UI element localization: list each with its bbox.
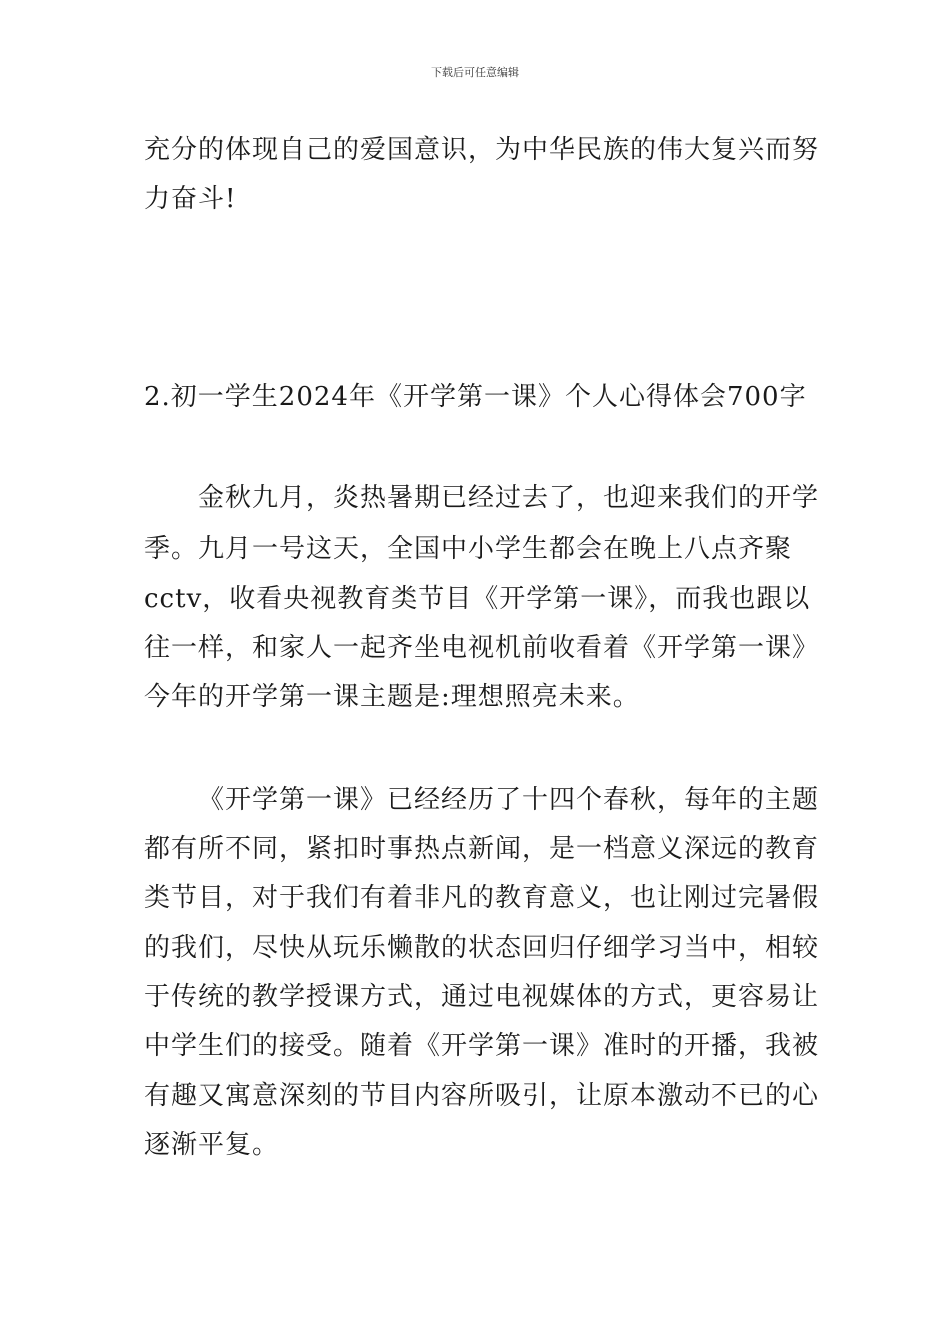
paragraph-2-line-5: 于传统的教学授课方式，通过电视媒体的方式，更容易让 bbox=[144, 982, 820, 1012]
intro-end-line-1: 充分的体现自己的爱国意识，为中华民族的伟大复兴而努 bbox=[144, 135, 820, 165]
paragraph-2-line-4: 的我们，尽快从玩乐懒散的状态回归仔细学习当中，相较 bbox=[144, 933, 820, 963]
intro-end-line-2: 力奋斗! bbox=[144, 184, 237, 214]
paragraph-2-line-3: 类节目，对于我们有着非凡的教育意义，也让刚过完暑假 bbox=[144, 883, 820, 913]
page-header: 下载后可任意编辑 bbox=[431, 66, 519, 79]
paragraph-2-line-7: 有趣又寓意深刻的节目内容所吸引，让原本激动不已的心 bbox=[144, 1081, 820, 1111]
paragraph-1-line-4: 往一样，和家人一起齐坐电视机前收看着《开学第一课》 bbox=[144, 633, 820, 663]
paragraph-1-line-1: 金秋九月，炎热暑期已经过去了，也迎来我们的开学 bbox=[198, 483, 820, 513]
section-title: 2.初一学生2024年《开学第一课》个人心得体会700字 bbox=[144, 382, 807, 412]
paragraph-1-line-2: 季。九月一号这天，全国中小学生都会在晚上八点齐聚 bbox=[144, 534, 793, 564]
paragraph-2-line-8: 逐渐平复。 bbox=[144, 1130, 280, 1160]
paragraph-2-line-2: 都有所不同，紧扣时事热点新闻，是一档意义深远的教育 bbox=[144, 834, 820, 864]
paragraph-2-line-6: 中学生们的接受。随着《开学第一课》准时的开播，我被 bbox=[144, 1031, 820, 1061]
paragraph-1-line-5: 今年的开学第一课主题是:理想照亮未来。 bbox=[144, 682, 640, 712]
paragraph-1-line-3: cctv，收看央视教育类节目《开学第一课》，而我也跟以 bbox=[144, 584, 811, 614]
paragraph-2-line-1: 《开学第一课》已经经历了十四个春秋，每年的主题 bbox=[198, 785, 820, 815]
